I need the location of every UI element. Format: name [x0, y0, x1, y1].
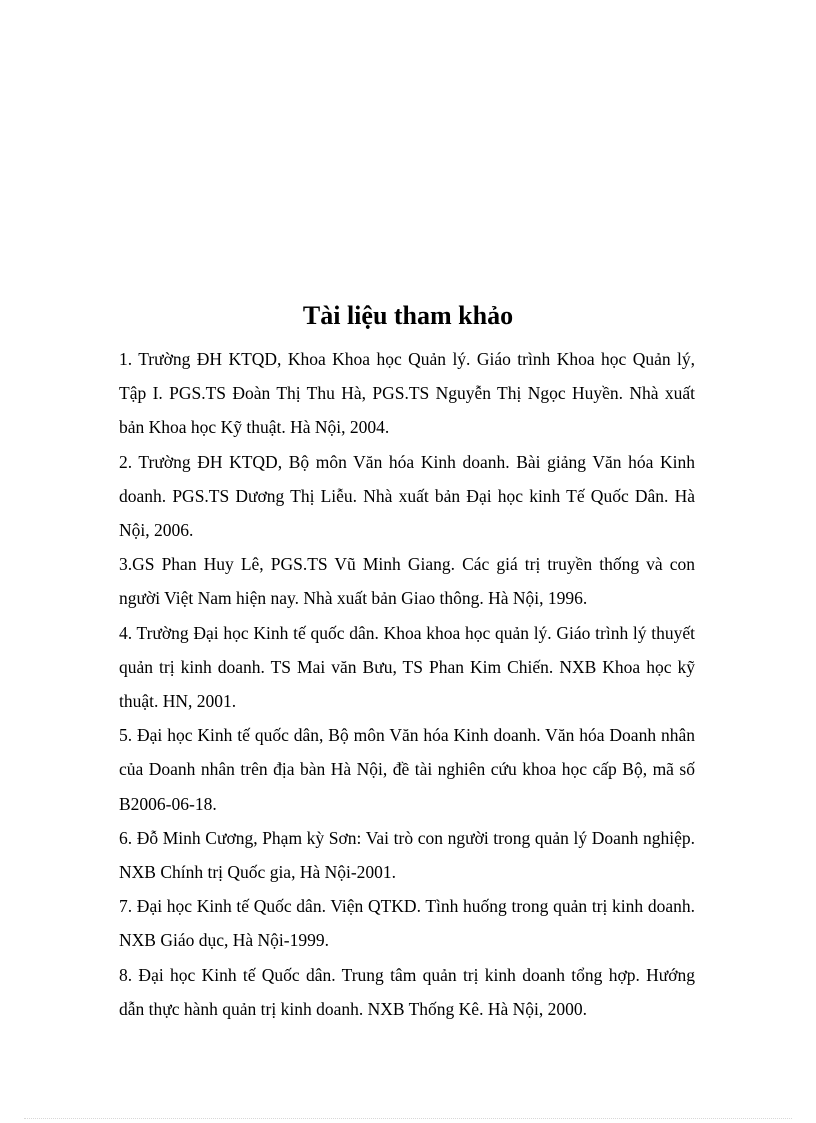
reference-item-4: 4. Trường Đại học Kinh tế quốc dân. Khoa khoa học quản lý. Giáo trình lý thuyết quản trị kinh doanh. TS Mai văn Bưu, TS Phan Kim Chiến. NXB Khoa học kỹ thuật. HN, 2001.: [119, 622, 695, 712]
reference-item-1: 1. Trường ĐH KTQD, Khoa Khoa học Quản lý. Giáo trình Khoa học Quản lý, Tập I. PGS.TS Đoàn Thị Thu Hà, PGS.TS Nguyễn Thị Ngọc Huyền. Nhà xuất bản Khoa học Kỹ thuật. Hà Nội, 2004.: [119, 349, 695, 438]
reference-item-5: 5. Đại học Kinh tế quốc dân, Bộ môn Văn hóa Kinh doanh. Văn hóa Doanh nhân của Doanh nhân trên địa bàn Hà Nội, đề tài nghiên cứu khoa học cấp Bộ, mã số B2006-06-18.: [119, 725, 695, 814]
reference-item-6: 6. Đỗ Minh Cương, Phạm kỳ Sơn: Vai trò con người trong quản lý Doanh nghiệp. NXB Chính trị Quốc gia, Hà Nội-2001.: [119, 827, 695, 883]
reference-item-2: 2. Trường ĐH KTQD, Bộ môn Văn hóa Kinh doanh. Bài giảng Văn hóa Kinh doanh. PGS.TS Dương Thị Liễu. Nhà xuất bản Đại học kinh Tế Quốc Dân. Hà Nội, 2006.: [119, 451, 695, 541]
reference-item-8: 8. Đại học Kinh tế Quốc dân. Trung tâm quản trị kinh doanh tổng hợp. Hướng dẫn thực hành quản trị kinh doanh. NXB Thống Kê. Hà Nội, 2000.: [119, 964, 695, 1019]
reference-item-7: 7. Đại học Kinh tế Quốc dân. Viện QTKD. Tình huống trong quản trị kinh doanh. NXB Giáo dục, Hà Nội-1999.: [119, 896, 695, 951]
page-title: Tài liệu tham khảo: [302, 301, 514, 330]
page-bottom-divider: [24, 1118, 792, 1119]
reference-item-3: 3.GS Phan Huy Lê, PGS.TS Vũ Minh Giang. Các giá trị truyền thống và con người Việt Nam hiện nay. Nhà xuất bản Giao thông. Hà Nội, 1996.: [119, 554, 695, 609]
reference-list: [119, 342, 695, 1026]
